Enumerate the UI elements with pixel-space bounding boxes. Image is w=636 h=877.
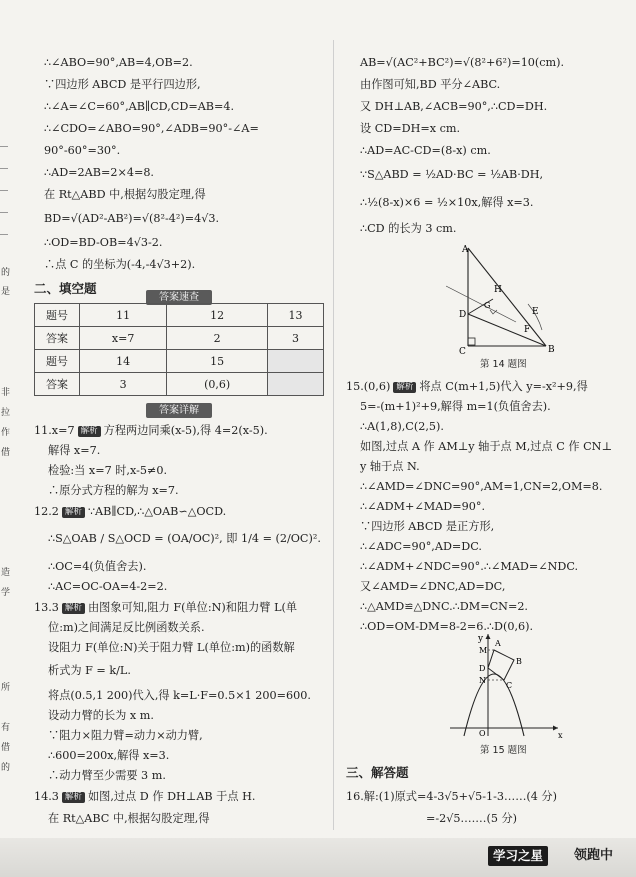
column-divider <box>333 40 334 830</box>
solution-line: 90°-60°=30°. <box>44 144 121 157</box>
q12-number: 12. <box>34 505 52 518</box>
edge-char: 借 <box>1 743 11 753</box>
fig14-label: A <box>462 245 469 255</box>
analysis-tag: 解析 <box>78 426 101 437</box>
solution-line: ∴∠ABO=90°,AB=4,OB=2. <box>44 56 193 69</box>
figure-14-triangle <box>446 244 566 356</box>
q14-line: 在 Rt△ABC 中,根据勾股定理,得 <box>48 812 210 825</box>
table-cell: 答案 <box>35 327 80 350</box>
table-cell: 11 <box>80 304 167 327</box>
q11-line: 解得 x=7. <box>48 444 101 457</box>
solution-line: ∴∠CDO=∠ABO=90°,∠ADB=90°-∠A= <box>44 122 259 135</box>
fig15-label: A <box>495 639 501 648</box>
q15-line: ∴△AMD≌△DNC.∴DM=CN=2. <box>360 600 528 613</box>
q15-line: ∴OD=OM-DM=8-2=6.∴D(0,6). <box>360 620 534 633</box>
table-cell: 12 <box>167 304 268 327</box>
q14-number: 14. <box>34 790 52 803</box>
table-cell: 3 <box>80 373 167 396</box>
solution-line: ∴点 C 的坐标为(-4,-4√3+2). <box>44 258 196 271</box>
table-row <box>35 304 324 327</box>
table-cell: 答案 <box>35 373 80 396</box>
answer-table <box>34 303 324 396</box>
fig15-label: N <box>479 676 486 685</box>
q11-line: ∴原分式方程的解为 x=7. <box>48 484 179 497</box>
edge-char: 的 <box>1 268 11 278</box>
table-cell-empty <box>268 373 324 396</box>
fig15-label: D <box>479 664 486 673</box>
q16-line: =-2√5.……(5 分) <box>426 812 518 825</box>
fig14-label: G <box>484 301 491 310</box>
q12-answer: 2 <box>51 505 59 518</box>
section-heading-fill-in: 二、填空题 <box>34 281 97 296</box>
q13-line: 设阻力 F(单位:N)关于阻力臂 L(单位:m)的函数解 <box>48 641 295 654</box>
q13-line: ∴600=200x,解得 x=3. <box>48 749 170 762</box>
table-row <box>35 373 324 396</box>
q14-line: 又 DH⊥AB,∠ACB=90°,∴CD=DH. <box>360 100 548 113</box>
q15-line: ∴∠ADM+∠MAD=90°. <box>360 500 486 513</box>
solution-line: ∵四边形 ABCD 是平行四边形, <box>44 78 201 91</box>
q15-line: ∴∠ADM+∠NDC=90°.∴∠MAD=∠NDC. <box>360 560 579 573</box>
q14-answer: 3 <box>51 790 59 803</box>
fig15-label: B <box>516 657 522 666</box>
edge-char: 所 <box>1 683 11 693</box>
analysis-tag: 解析 <box>62 603 85 614</box>
solution-line: ∴AD=2AB=2×4=8. <box>44 166 154 179</box>
table-cell: 题号 <box>35 304 80 327</box>
fig14-label: D <box>459 310 467 320</box>
section-heading-solve: 三、解答题 <box>346 765 409 780</box>
table-cell: x=7 <box>80 327 167 350</box>
q11-line: 检验:当 x=7 时,x-5≠0. <box>48 464 168 477</box>
q12-fraction-line: ∴S△OAB / S△OCD = (OA/OC)², 即 1/4 = (2/OC)². <box>48 532 321 545</box>
table-cell: 3 <box>268 327 324 350</box>
table-cell: 14 <box>80 350 167 373</box>
q12-line: ∵AB∥CD,∴△OAB∽△OCD. <box>87 505 227 518</box>
edge-char: 是 <box>1 287 11 297</box>
q11-first-line <box>34 424 268 438</box>
solution-line: ∴OD=BD-OB=4√3-2. <box>44 236 163 249</box>
q15-answer: (0,6) <box>363 380 391 393</box>
table-cell: 2 <box>167 327 268 350</box>
fig14-label: H <box>494 285 502 295</box>
q13-line: 析式为 F = k/L. <box>48 664 131 677</box>
q11-number: 11. <box>34 424 52 437</box>
q13-line: 将点(0.5,1 200)代入,得 k=L·F=0.5×1 200=600. <box>48 689 311 702</box>
edge-char: 借 <box>1 448 11 458</box>
figure-15-parabola <box>446 632 566 742</box>
q14-line: ∴AD=AC-CD=(8-x) cm. <box>360 144 491 157</box>
q14-line: AB=√(AC²+BC²)=√(8²+6²)=10(cm). <box>360 56 565 69</box>
fig14-label: B <box>548 345 555 355</box>
brand-slogan: 领跑中 <box>574 848 614 863</box>
answer-detail-ribbon: 答案详解 <box>146 403 212 418</box>
table-cell-empty <box>268 350 324 373</box>
q14-first-line <box>34 790 255 804</box>
analysis-tag: 解析 <box>62 792 85 803</box>
fig15-label: O <box>479 729 486 738</box>
q11-answer: x=7 <box>51 424 75 437</box>
q15-line: ∴∠ADC=90°,AD=DC. <box>360 540 482 553</box>
q13-answer: 3 <box>51 601 59 614</box>
figure-15-caption: 第 15 题图 <box>480 745 527 756</box>
q11-line: 方程两边同乘(x-5),得 4=2(x-5). <box>103 424 268 437</box>
q14-line: 设 CD=DH=x cm. <box>360 122 461 135</box>
q12-first-line <box>34 505 226 519</box>
q13-line: 设动力臂的长为 x m. <box>48 709 154 722</box>
left-column <box>34 0 326 840</box>
fig15-label: x <box>558 731 563 740</box>
q12-line: ∴AC=OC-OA=4-2=2. <box>48 580 168 593</box>
q15-line: 如图,过点 A 作 AM⊥y 轴于点 M,过点 C 作 CN⊥ <box>360 440 612 453</box>
table-cell: (0,6) <box>167 373 268 396</box>
table-row <box>35 350 324 373</box>
solution-line: BD=√(AD²-AB²)=√(8²-4²)=4√3. <box>44 212 220 225</box>
q13-line: 位:m)之间满足反比例函数关系. <box>48 621 205 634</box>
fig15-label: C <box>506 681 513 690</box>
q16-line: 16.解:(1)原式=4-3√5+√5-1-3……(4 分) <box>346 790 557 803</box>
q14-line: ∴½(8-x)×6 = ½×10x,解得 x=3. <box>360 196 534 209</box>
q14-line: 如图,过点 D 作 DH⊥AB 于点 H. <box>87 790 256 803</box>
fig14-label: E <box>532 307 539 317</box>
analysis-tag: 解析 <box>393 382 416 393</box>
q14-line: 由作图可知,BD 平分∠ABC. <box>360 78 501 91</box>
edge-char: 作 <box>1 428 11 438</box>
edge-char: 学 <box>1 588 11 598</box>
q12-line: ∴OC=4(负值舍去). <box>48 560 147 573</box>
table-cell: 13 <box>268 304 324 327</box>
solution-line: ∴∠A=∠C=60°,AB∥CD,CD=AB=4. <box>44 100 235 113</box>
brand-logo: 学习之星 <box>488 846 548 866</box>
table-cell: 15 <box>167 350 268 373</box>
q15-line: 将点 C(m+1,5)代入 y=-x²+9,得 <box>419 380 588 393</box>
figure-14-caption: 第 14 题图 <box>480 359 527 370</box>
q15-line: 5=-(m+1)²+9,解得 m=1(负值舍去). <box>360 400 551 413</box>
edge-char: 造 <box>1 568 11 578</box>
fig14-label: F <box>524 325 531 335</box>
q15-line: y 轴于点 N. <box>360 460 420 473</box>
q14-line: ∵S△ABD = ½AD·BC = ½AB·DH, <box>360 168 544 181</box>
edge-char: 有 <box>1 723 11 733</box>
table-row <box>35 327 324 350</box>
analysis-tag: 解析 <box>62 507 85 518</box>
fig14-label: C <box>459 347 466 356</box>
answer-quick-check-ribbon: 答案速查 <box>146 290 212 305</box>
solution-line: 在 Rt△ABD 中,根据勾股定理,得 <box>44 188 206 201</box>
q13-line: ∴动力臂至少需要 3 m. <box>48 769 166 782</box>
q13-number: 13. <box>34 601 52 614</box>
edge-char: 非 <box>1 388 11 398</box>
right-column <box>346 0 632 840</box>
q13-line: ∵阻力×阻力臂=动力×动力臂, <box>48 729 203 742</box>
q15-line: ∴∠AMD=∠DNC=90°,AM=1,CN=2,OM=8. <box>360 480 603 493</box>
fig15-label: M <box>479 646 488 655</box>
q15-number: 15. <box>346 380 364 393</box>
q13-line: 由图象可知,阻力 F(单位:N)和阻力臂 L(单 <box>87 601 298 614</box>
edge-char: 的 <box>1 763 11 773</box>
q14-line: ∴CD 的长为 3 cm. <box>360 222 457 235</box>
edge-char: 拉 <box>1 408 11 418</box>
q15-line: 又∠AMD=∠DNC,AD=DC, <box>360 580 506 593</box>
q15-line: ∴A(1,8),C(2,5). <box>360 420 444 433</box>
q13-first-line <box>34 601 297 615</box>
q15-line: ∵四边形 ABCD 是正方形, <box>360 520 495 533</box>
q15-first-line <box>346 380 588 394</box>
table-cell: 题号 <box>35 350 80 373</box>
left-binding-edge <box>0 0 14 877</box>
fig15-label: y <box>478 634 484 644</box>
